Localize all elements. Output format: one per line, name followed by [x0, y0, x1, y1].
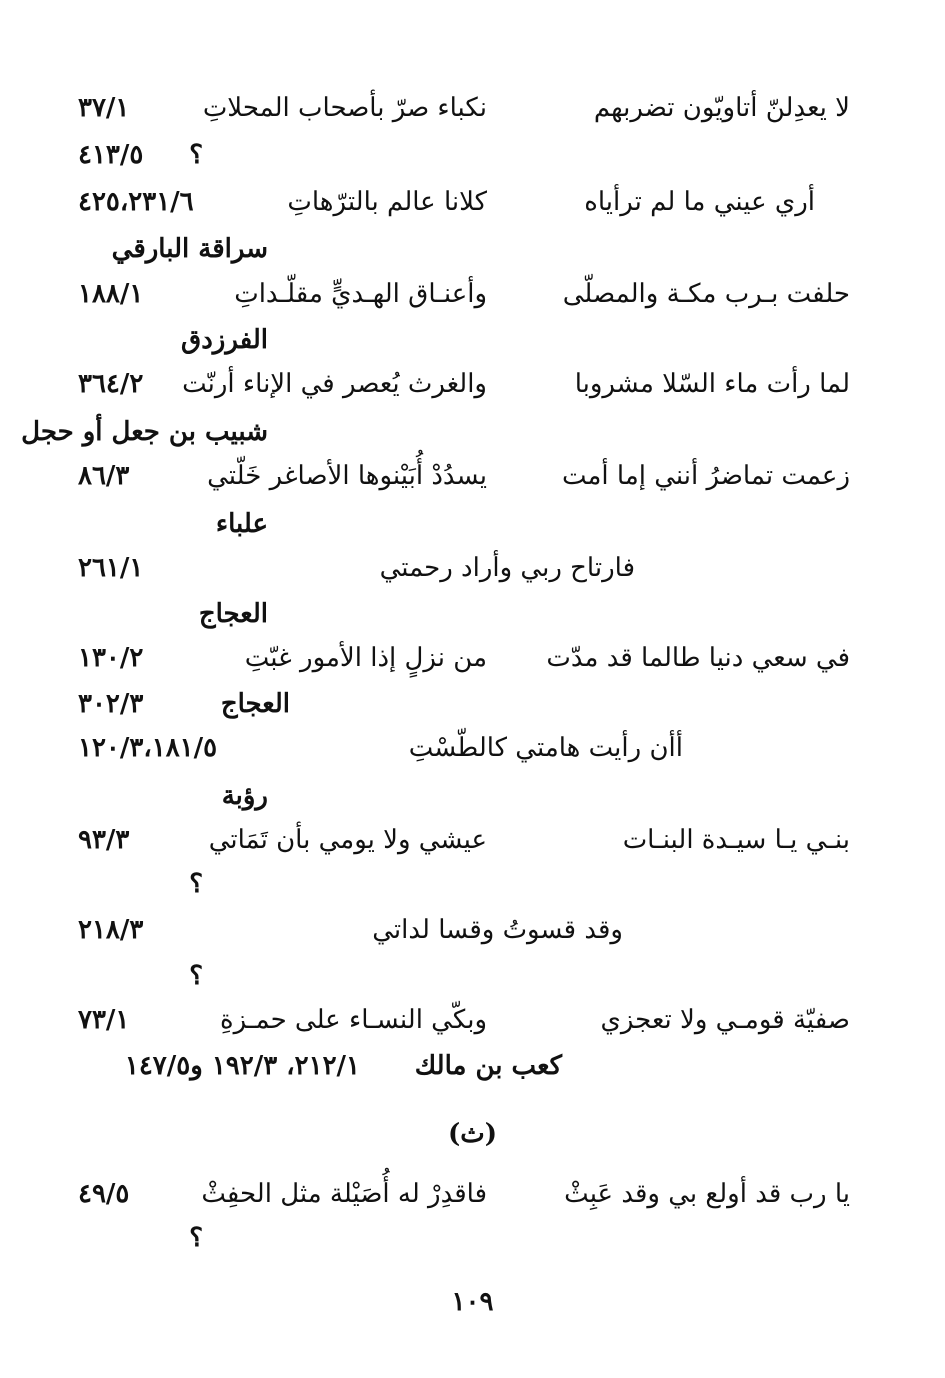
poet-name: علباء [215, 509, 268, 539]
verse-first-hemistich: لا يعدِلنّ أتاويّون تضربهم [593, 93, 850, 123]
verse-sub-reference: ٢١٢/١، ١٩٢/٣ و١٤٧/٥ [124, 1051, 360, 1081]
verse-first-hemistich: صفيّة قومـي ولا تعجزي [600, 1005, 850, 1035]
section-heading: (ث) [447, 1119, 498, 1149]
verse-reference: ٢٦١/١ [78, 553, 144, 583]
poet-name: العجاج [198, 599, 268, 629]
verse-reference: ٩٣/٣ [78, 825, 130, 855]
verse-first-hemistich: أري عيني ما لم ترأياه [584, 187, 815, 217]
verse-reference: ١٨٨/١ [78, 279, 144, 309]
verse-line: فارتاح ربي وأراد رحمتي [379, 553, 635, 583]
verse-line: أأن رأيت هامتي كالطّسْتِ [408, 733, 683, 763]
verse-second-hemistich: كلانا عالم بالترّهاتِ [287, 187, 487, 217]
verse-reference: ٤٩/٥ [78, 1179, 130, 1209]
verse-second-hemistich: عيشي ولا يومي بأن تَمَاتي [208, 825, 487, 855]
poet-unknown-mark: ؟ [189, 869, 203, 899]
verse-reference: ٢١٨/٣ [78, 915, 144, 945]
poet-unknown-mark: ؟ [189, 961, 203, 991]
verse-reference: ٨٦/٣ [78, 461, 130, 491]
poet-name: شبيب بن جعل أو حجل [21, 417, 268, 447]
verse-reference: ١٣٠/٢ [78, 643, 144, 673]
verse-sub-reference: ٤١٣/٥ [78, 140, 144, 170]
verse-second-hemistich: والغرث يُعصر في الإناء أرنّت [182, 369, 487, 399]
poet-unknown-mark: ؟ [189, 140, 203, 170]
verse-first-hemistich: حلفت بـرب مكـة والمصلّى [562, 279, 850, 309]
poet-name: الفرزدق [181, 325, 268, 355]
poet-name: سراقة البارقي [111, 234, 268, 264]
verse-second-hemistich: فاقدِرْ له أُصَيْلة مثل الحفِثْ [201, 1179, 487, 1209]
verse-second-hemistich: نكباء صرّ بأصحاب المحلاتِ [202, 93, 487, 123]
poet-unknown-mark: ؟ [189, 1223, 203, 1253]
verse-reference: ٤٢٥،٢٣١/٦ [78, 187, 194, 217]
verse-first-hemistich: زعمت تماضرُ أنني إما أمت [561, 461, 850, 491]
verse-second-hemistich: من نزلٍ إذا الأمور غبّتِ [244, 643, 487, 673]
verse-reference: ٣٦٤/٢ [78, 369, 144, 399]
poet-name: العجاج [220, 689, 290, 719]
verse-first-hemistich: يا رب قد أولع بي وقد عَبِثْ [564, 1179, 850, 1209]
verse-second-hemistich: يسدُدْ أُبَيْنوها الأصاغر خَلّتي [207, 461, 487, 491]
verse-sub-reference: ٣٠٢/٣ [78, 689, 144, 719]
verse-reference: ٧٣/١ [78, 1005, 130, 1035]
page-number: ١٠٩ [451, 1287, 494, 1317]
verse-reference: ١٢٠/٣،١٨١/٥ [78, 733, 218, 763]
verse-line: وقد قسوتُ وقسا لداتي [372, 915, 623, 945]
poet-name: رؤبة [221, 781, 268, 811]
poet-name: كعب بن مالك [414, 1051, 562, 1081]
verse-first-hemistich: في سعي دنيا طالما قد مدّت [546, 643, 850, 673]
verse-second-hemistich: وأعنـاق الهـديٍّ مقلّـداتِ [234, 279, 487, 309]
verse-first-hemistich: لما رأت ماء السّلا مشروبا [574, 369, 850, 399]
verse-second-hemistich: وبكّي النسـاء على حمـزةِ [219, 1005, 487, 1035]
verse-reference: ٣٧/١ [78, 93, 130, 123]
verse-first-hemistich: بنـي يـا سيـدة البنـات [622, 825, 850, 855]
